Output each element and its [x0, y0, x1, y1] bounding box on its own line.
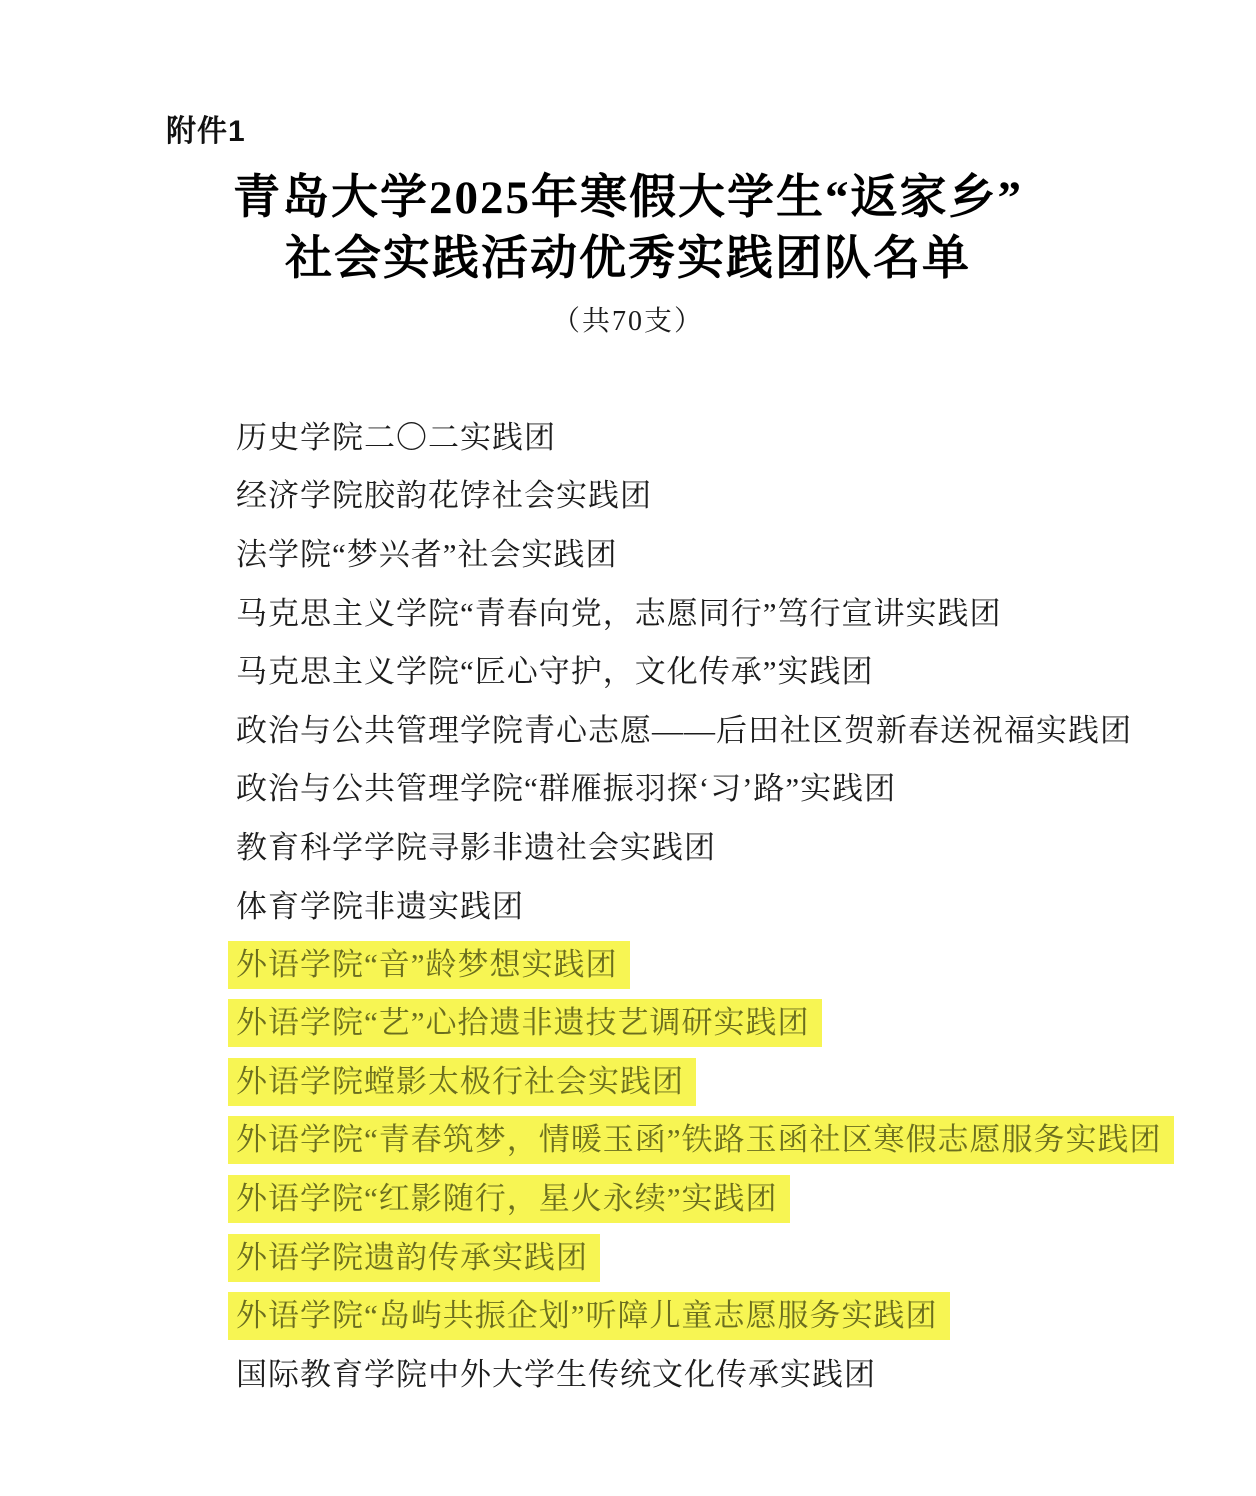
team-list-item — [236, 1170, 1216, 1229]
document-title-line2: 社会实践活动优秀实践团队名单 — [285, 233, 971, 285]
team-name-highlighted: 外语学院“岛屿共振企划”听障儿童志愿服务实践团 — [228, 1292, 950, 1340]
team-list-item — [236, 642, 1216, 701]
team-list — [236, 408, 1216, 1404]
team-list-item — [236, 1228, 1216, 1287]
attachment-label: 附件1 — [166, 115, 246, 148]
team-name-highlighted: 外语学院“艺”心拾遗非遗技艺调研实践团 — [228, 999, 822, 1047]
team-list-item — [236, 1111, 1216, 1170]
team-count-subtitle: （共70支） — [551, 306, 704, 337]
team-list-item — [236, 1346, 1216, 1405]
team-list-item — [236, 935, 1216, 994]
team-name-highlighted: 外语学院“音”龄梦想实践团 — [228, 941, 630, 989]
team-name: 历史学院二〇二实践团 — [236, 419, 556, 455]
document-title — [0, 168, 1256, 290]
team-list-item — [236, 760, 1216, 819]
team-name: 教育科学学院寻影非遗社会实践团 — [236, 829, 716, 865]
document-title-line1: 青岛大学2025年寒假大学生“返家乡” — [233, 172, 1023, 224]
team-list-item — [236, 467, 1216, 526]
team-name: 国际教育学院中外大学生传统文化传承实践团 — [236, 1357, 876, 1393]
team-list-item — [236, 525, 1216, 584]
team-name-highlighted: 外语学院遗韵传承实践团 — [228, 1234, 600, 1282]
team-list-item — [236, 408, 1216, 467]
team-name: 马克思主义学院“青春向党，志愿同行”笃行宣讲实践团 — [236, 595, 1002, 631]
team-name: 经济学院胶韵花饽社会实践团 — [236, 478, 652, 514]
team-name: 法学院“梦兴者”社会实践团 — [236, 536, 618, 572]
team-name: 政治与公共管理学院“群雁振羽探‘习’路”实践团 — [236, 771, 897, 807]
team-name: 政治与公共管理学院青心志愿——后田社区贺新春送祝福实践团 — [236, 712, 1132, 748]
team-name-highlighted: 外语学院“青春筑梦，情暖玉函”铁路玉函社区寒假志愿服务实践团 — [228, 1116, 1174, 1164]
team-list-item — [236, 584, 1216, 643]
team-list-item — [236, 877, 1216, 936]
team-name: 马克思主义学院“匠心守护，文化传承”实践团 — [236, 654, 874, 690]
team-list-item — [236, 701, 1216, 760]
team-list-item — [236, 818, 1216, 877]
team-name: 体育学院非遗实践团 — [236, 888, 524, 924]
team-name-highlighted: 外语学院螳影太极行社会实践团 — [228, 1058, 696, 1106]
team-list-item — [236, 1053, 1216, 1112]
team-list-item — [236, 1287, 1216, 1346]
team-list-item — [236, 994, 1216, 1053]
team-name-highlighted: 外语学院“红影随行，星火永续”实践团 — [228, 1175, 790, 1223]
